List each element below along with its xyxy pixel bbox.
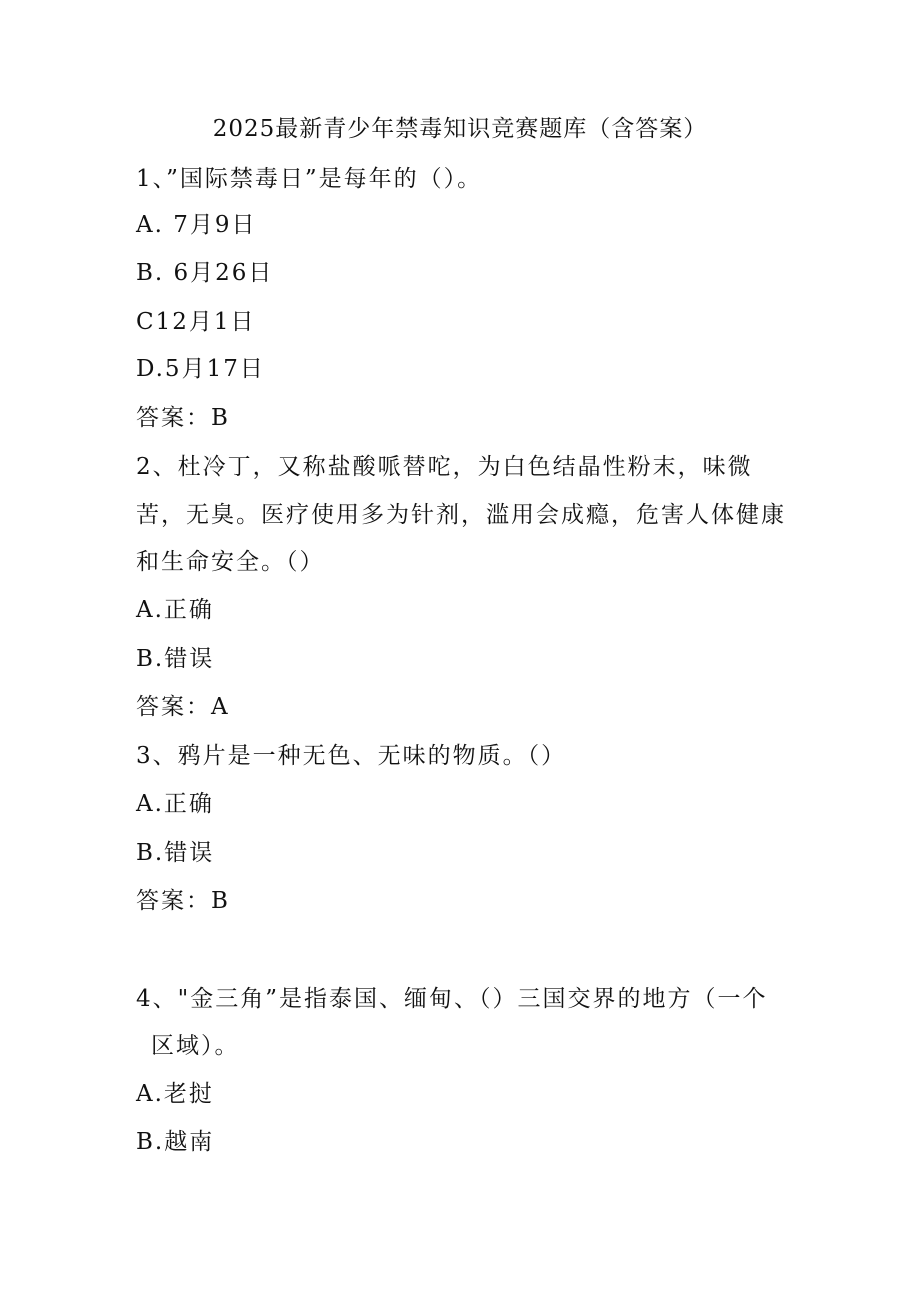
question-1-option-a: A. 7月9日 [136, 212, 257, 238]
question-1-option-c: C12月1日 [136, 309, 256, 335]
question-2-option-a: A.正确 [136, 597, 214, 623]
question-2-text-line-1: 2、杜冷丁，又称盐酸哌替咜，为白色结晶性粉末，味微 [136, 454, 753, 480]
question-3-option-a: A.正确 [136, 791, 214, 817]
question-1-text: 1、”国际禁毒日”是每年的（）。 [136, 166, 483, 192]
question-4-option-b: B.越南 [136, 1129, 215, 1155]
document-title: 2025最新青少年禁毒知识竞赛题库（含答案） [212, 116, 708, 142]
question-3-text: 3、鸦片是一种无色、无味的物质。（） [136, 743, 567, 769]
question-1-answer: 答案：B [136, 405, 230, 431]
question-2-option-b: B.错误 [136, 646, 215, 672]
question-4-text-line-2: 区域）。 [151, 1033, 240, 1059]
question-2-text-line-2: 苦，无臭。医疗使用多为针剂，滥用会成瘾，危害人体健康 [136, 502, 786, 528]
question-1-option-b: B. 6月26日 [136, 260, 274, 286]
question-1-option-d: D.5月17日 [136, 356, 265, 382]
question-3-option-b: B.错误 [136, 840, 215, 866]
question-4-option-a: A.老挝 [136, 1081, 214, 1107]
question-2-answer: 答案：A [136, 694, 230, 720]
question-3-answer: 答案：B [136, 888, 230, 914]
question-2-text-line-3: 和生命安全。（） [136, 549, 325, 575]
question-4-text-line-1: 4、"金三角”是指泰国、缅甸、（）三国交界的地方（一个 [136, 986, 768, 1012]
